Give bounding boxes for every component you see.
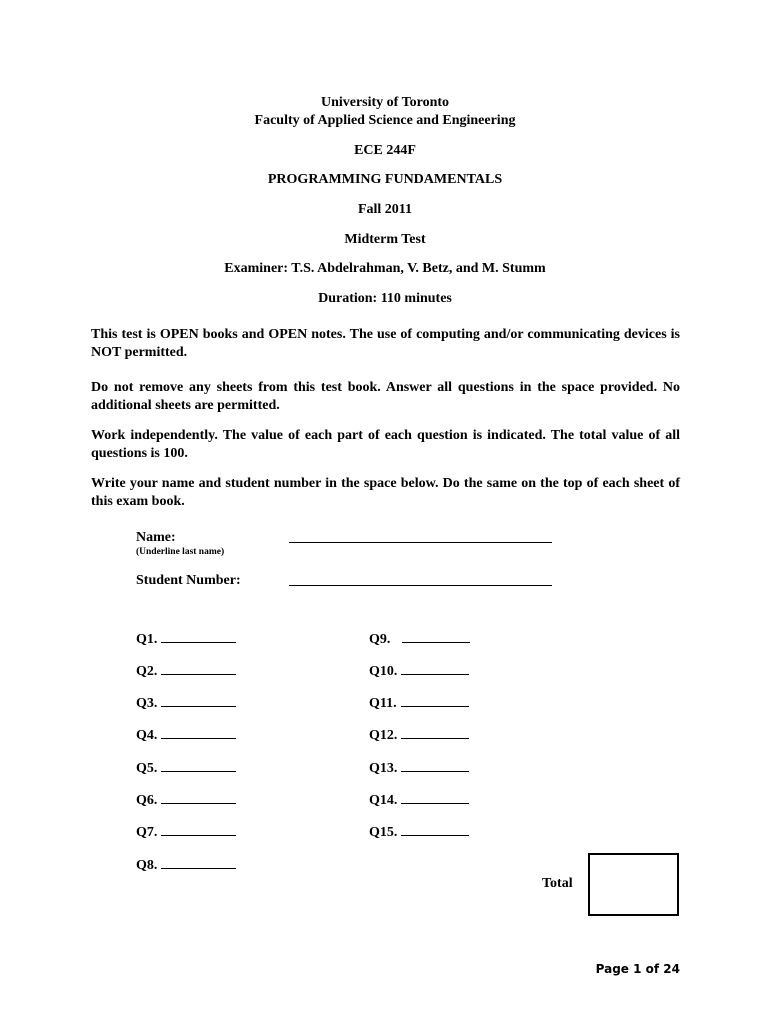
term: Fall 2011 bbox=[357, 202, 413, 217]
total-label: Total bbox=[542, 876, 573, 891]
question-score-row bbox=[369, 790, 469, 809]
faculty-name: Faculty of Applied Science and Engineering bbox=[254, 113, 516, 128]
score-blank[interactable] bbox=[161, 822, 236, 836]
score-blank[interactable] bbox=[401, 822, 469, 836]
question-score-row bbox=[369, 661, 469, 680]
question-score-row bbox=[136, 661, 236, 680]
student-number-label: Student Number: bbox=[136, 573, 241, 588]
score-blank[interactable] bbox=[401, 693, 469, 707]
question-label: Q6. bbox=[136, 793, 158, 808]
total-score-box[interactable] bbox=[588, 853, 679, 916]
question-label: Q11. bbox=[369, 696, 397, 711]
instruction-paragraph: Do not remove any sheets from this test book. Answer all questions in the space provided. No additional sheets are permitted. bbox=[91, 380, 680, 413]
university-name: University of Toronto bbox=[320, 95, 450, 110]
name-field[interactable] bbox=[289, 542, 552, 543]
instruction-paragraph: Work independently. The value of each part of each question is indicated. The total value of all questions is 100. bbox=[91, 428, 680, 461]
question-label: Q12. bbox=[369, 728, 398, 743]
score-blank[interactable] bbox=[161, 758, 236, 772]
score-blank[interactable] bbox=[402, 629, 470, 643]
question-label: Q13. bbox=[369, 761, 398, 776]
question-score-row bbox=[136, 822, 236, 841]
question-score-row bbox=[136, 790, 236, 809]
question-label: Q14. bbox=[369, 793, 398, 808]
score-blank[interactable] bbox=[161, 693, 236, 707]
question-score-row bbox=[136, 693, 236, 712]
score-blank[interactable] bbox=[401, 790, 469, 804]
score-blank[interactable] bbox=[161, 855, 236, 869]
name-label: Name: bbox=[136, 530, 176, 545]
question-score-row bbox=[136, 758, 236, 777]
duration: Duration: 110 minutes bbox=[318, 291, 452, 306]
student-number-field[interactable] bbox=[289, 585, 552, 586]
question-label: Q9. bbox=[369, 632, 391, 647]
question-score-row bbox=[136, 725, 236, 744]
question-label: Q2. bbox=[136, 664, 158, 679]
question-label: Q3. bbox=[136, 696, 158, 711]
question-label: Q8. bbox=[136, 858, 158, 873]
instruction-paragraph: This test is OPEN books and OPEN notes. The use of computing and/or communicating devices is NOT permitted. bbox=[91, 327, 680, 360]
test-name: Midterm Test bbox=[344, 232, 426, 247]
question-score-row bbox=[369, 693, 469, 712]
course-code: ECE 244F bbox=[354, 143, 416, 158]
instruction-paragraph: Write your name and student number in the space below. Do the same on the top of each sheet of this exam book. bbox=[91, 476, 680, 509]
examiners: Examiner: T.S. Abdelrahman, V. Betz, and M. Stumm bbox=[224, 261, 546, 276]
score-blank[interactable] bbox=[401, 758, 469, 772]
question-label: Q5. bbox=[136, 761, 158, 776]
question-label: Q15. bbox=[369, 825, 398, 840]
score-blank[interactable] bbox=[401, 661, 469, 675]
question-score-row bbox=[136, 629, 236, 648]
score-blank[interactable] bbox=[401, 725, 469, 739]
question-label: Q1. bbox=[136, 632, 158, 647]
question-label: Q4. bbox=[136, 728, 158, 743]
question-score-row bbox=[369, 822, 469, 841]
page-number: Page 1 of 24 bbox=[595, 962, 680, 976]
question-score-row bbox=[136, 855, 236, 874]
question-label: Q7. bbox=[136, 825, 158, 840]
question-score-row bbox=[369, 758, 469, 777]
course-name: PROGRAMMING FUNDAMENTALS bbox=[267, 172, 503, 187]
score-blank[interactable] bbox=[161, 629, 236, 643]
name-hint: (Underline last name) bbox=[136, 547, 225, 557]
question-score-row bbox=[369, 725, 469, 744]
question-score-row bbox=[369, 629, 470, 648]
score-blank[interactable] bbox=[161, 725, 236, 739]
score-blank[interactable] bbox=[161, 661, 236, 675]
score-blank[interactable] bbox=[161, 790, 236, 804]
question-label: Q10. bbox=[369, 664, 398, 679]
